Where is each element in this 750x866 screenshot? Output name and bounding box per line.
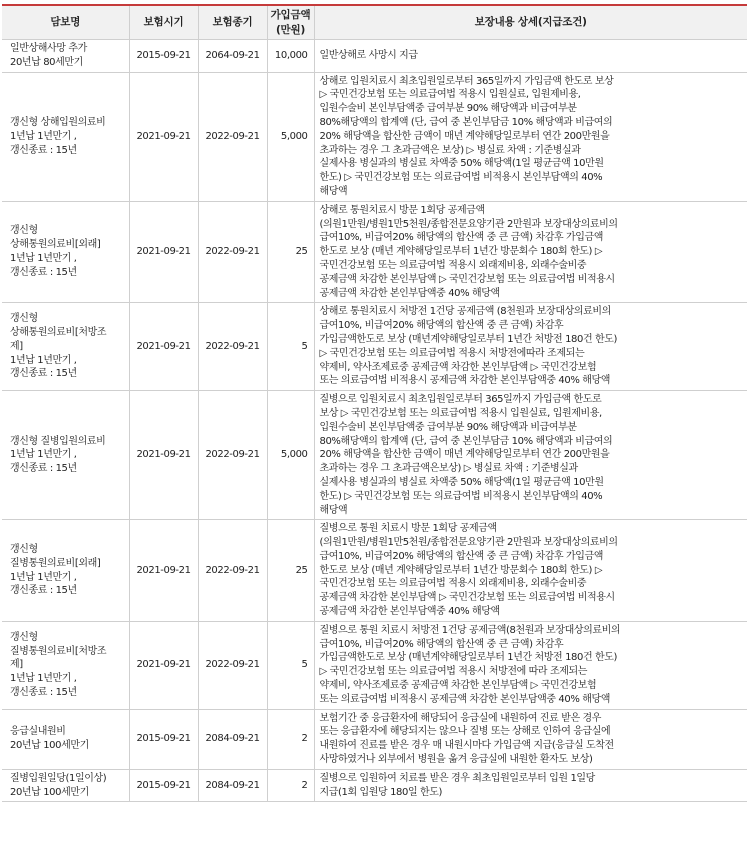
start-date-cell: 2021-09-21 (129, 303, 198, 391)
start-date-cell: 2015-09-21 (129, 709, 198, 769)
amount-cell: 2 (267, 709, 314, 769)
header-start-date: 보험시기 (129, 5, 198, 40)
start-date-cell: 2021-09-21 (129, 391, 198, 520)
coverage-name-cell: 갱신형 상해통원의료비[처방조 제] 1년납 1년만기 , 갱신종료 : 15년 (2, 303, 129, 391)
coverage-detail-cell: 질병으로 통원 치료시 처방전 1건당 공제금액(8천원과 보장대상의료비의 급여10%, 비급여20% 해당액의 합산액 중 큰 금액) 차감후 가입금액한도로 보상 (매년계약해당일로부터 1년간 처방전 180건 한도) ▷ 국민건강보험 또는 의료급여법 적용시 처방전에 따라 조제되는 약제비, 약사조제료중 공제금액 차감한 본인부담액 ▷ 국민건강보험 또는 의료급여법 비적용시 공제금액 차감한 본인부담액중 40% 해당액 (314, 621, 747, 709)
amount-cell: 25 (267, 201, 314, 303)
header-coverage-name: 담보명 (2, 5, 129, 40)
amount-cell: 2 (267, 769, 314, 802)
start-date-cell: 2021-09-21 (129, 72, 198, 201)
coverage-detail-cell: 일반상해로 사망시 지급 (314, 40, 747, 73)
coverage-name-cell: 일반상해사망 추가 20년납 80세만기 (2, 40, 129, 73)
amount-cell: 25 (267, 520, 314, 622)
coverage-detail-cell: 질병으로 입원하여 치료를 받은 경우 최초입원일로부터 입원 1일당 지급(1회 입원당 180일 한도) (314, 769, 747, 802)
header-coverage-detail: 보장내용 상세(지급조건) (314, 5, 747, 40)
coverage-name-cell: 갱신형 질병통원의료비[처방조 제] 1년납 1년만기 , 갱신종료 : 15년 (2, 621, 129, 709)
table-row (2, 201, 747, 303)
coverage-name-cell: 갱신형 질병입원의료비 1년납 1년만기 , 갱신종료 : 15년 (2, 391, 129, 520)
start-date-cell: 2015-09-21 (129, 40, 198, 73)
table-row (2, 303, 747, 391)
start-date-cell: 2021-09-21 (129, 621, 198, 709)
end-date-cell: 2022-09-21 (198, 303, 267, 391)
coverage-detail-cell: 질병으로 입원치료시 최초입원일로부터 365일까지 가입금액 한도로 보상 ▷ 국민건강보험 또는 의료급여법 적용시 입원실료, 입원제비용, 입원수술비 본인부담액중 급여부분 90% 해당액과 비급여부분 80%해당액의 합계액 (단, 급여 중 본인부담금 10% 해당액과 비급여의 20% 해당액을 합산한 금액이 매년 계약해당일로부터 연간 200만원을 초과하는 경우 그 초과금액은보상) ▷ 병실료 차액 : 기준병실과 실제사용 병실과의 병실료 차액중 50% 해당액(1일 평균금액 10만원 한도) ▷ 국민건강보험 또는 의료급여법 비적용시 본인부담액의 40% 해당액 (314, 391, 747, 520)
coverage-name-cell: 갱신형 상해통원의료비[외래] 1년납 1년만기 , 갱신종료 : 15년 (2, 201, 129, 303)
end-date-cell: 2022-09-21 (198, 391, 267, 520)
amount-cell: 5 (267, 621, 314, 709)
start-date-cell: 2015-09-21 (129, 769, 198, 802)
start-date-cell: 2021-09-21 (129, 201, 198, 303)
amount-cell: 5 (267, 303, 314, 391)
coverage-name-cell: 질병입원일당(1일이상) 20년납 100세만기 (2, 769, 129, 802)
coverage-detail-cell: 상해로 통원치료시 방문 1회당 공제금액 (의원1만원/병원1만5천원/종합전문요양기관 2만원과 보장대상의료비의 급여10%, 비급여20% 해당액의 합산액 중 큰 금액) 차감후 가입금액 한도로 보상 (매년 계약해당일로부터 1년간 방문회수 180회 한도) ▷ 국민건강보험 또는 의료급여법 적용시 외래제비용, 외래수술비중 공제금액 차감한 본인부담액 ▷ 국민건강보험 또는 의료급여법 비적용시 공제금액 차감한 본인부담액중 40% 해당액 (314, 201, 747, 303)
table-row (2, 520, 747, 622)
end-date-cell: 2022-09-21 (198, 621, 267, 709)
end-date-cell: 2064-09-21 (198, 40, 267, 73)
header-end-date: 보험종기 (198, 5, 267, 40)
coverage-detail-cell: 보험기간 중 응급환자에 해당되어 응급실에 내원하여 진료 받은 경우 또는 응급환자에 해당되지는 않으나 질병 또는 상해로 인하여 응급실에 내원하여 진료를 받은 경우 매 내원시마다 가입금액 지급(응급실 도착전 사망하였거나 외부에서 병원을 옮겨 응급실에 내원한 환자도 보상) (314, 709, 747, 769)
end-date-cell: 2084-09-21 (198, 769, 267, 802)
coverage-name-cell: 응급실내원비 20년납 100세만기 (2, 709, 129, 769)
header-row (2, 5, 747, 40)
table-row (2, 621, 747, 709)
end-date-cell: 2084-09-21 (198, 709, 267, 769)
coverage-detail-cell: 상해로 통원치료시 처방전 1건당 공제금액 (8천원과 보장대상의료비의 급여10%, 비급여20% 해당액의 합산액 중 큰 금액) 차감후 가입금액한도로 보상 (매년계약해당일로부터 1년간 처방전 180건 한도) ▷ 국민건강보험 또는 의료급여법 적용시 처방전에따라 조제되는 약제비, 약사조제료중 공제금액 차감한 본인부담액 ▷ 국민건강보험 또는 의료급여법 비적용시 공제금액 차감한 본인부담액중 40% 해당액 (314, 303, 747, 391)
coverage-name-cell: 갱신형 상해입원의료비 1년납 1년만기 , 갱신종료 : 15년 (2, 72, 129, 201)
table-row (2, 769, 747, 802)
end-date-cell: 2022-09-21 (198, 72, 267, 201)
coverage-table (2, 4, 747, 802)
coverage-name-cell: 갱신형 질병통원의료비[외래] 1년납 1년만기 , 갱신종료 : 15년 (2, 520, 129, 622)
table-row (2, 40, 747, 73)
amount-cell: 10,000 (267, 40, 314, 73)
table-header (2, 5, 747, 40)
table-row (2, 391, 747, 520)
end-date-cell: 2022-09-21 (198, 201, 267, 303)
start-date-cell: 2021-09-21 (129, 520, 198, 622)
coverage-detail-cell: 질병으로 통원 치료시 방문 1회당 공제금액 (의원1만원/병원1만5천원/종합전문요양기관 2만원과 보장대상의료비의 급여10%, 비급여20% 해당액의 합산액 중 큰 금액) 차감후 가입금액 한도로 보상 (매년 계약해당일로부터 1년간 방문회수 180회 한도) ▷ 국민건강보험 또는 의료급여법 적용시 외래제비용, 외래수술비중 공제금액 차감한 본인부담액 ▷ 국민건강보험 또는 의료급여법 비적용시 공제금액 차감한 본인부담액중 40% 해당액 (314, 520, 747, 622)
table-row (2, 72, 747, 201)
amount-cell: 5,000 (267, 72, 314, 201)
table-body (2, 40, 747, 802)
amount-cell: 5,000 (267, 391, 314, 520)
table-row (2, 709, 747, 769)
end-date-cell: 2022-09-21 (198, 520, 267, 622)
header-amount: 가입금액 (만원) (267, 5, 314, 40)
coverage-detail-cell: 상해로 입원치료시 최초입원일로부터 365일까지 가입금액 한도로 보상 ▷ 국민건강보험 또는 의료급여법 적용시 입원실료, 입원제비용, 입원수술비 본인부담액중 급여부분 90% 해당액과 비급여부분 80%해당액의 합계액 (단, 급여 중 본인부담금 10% 해당액과 비급여의 20% 해당액을 합산한 금액이 매년 계약해당일로부터 연간 200만원을 초과하는 경우 그 초과금액은 보상) ▷ 병실료 차액 : 기준병실과 실제사용 병실과의 병실료 차액중 50% 해당액(1일 평균금액 10만원 한도) ▷ 국민건강보험 또는 의료급여법 비적용시 본인부담액의 40% 해당액 (314, 72, 747, 201)
